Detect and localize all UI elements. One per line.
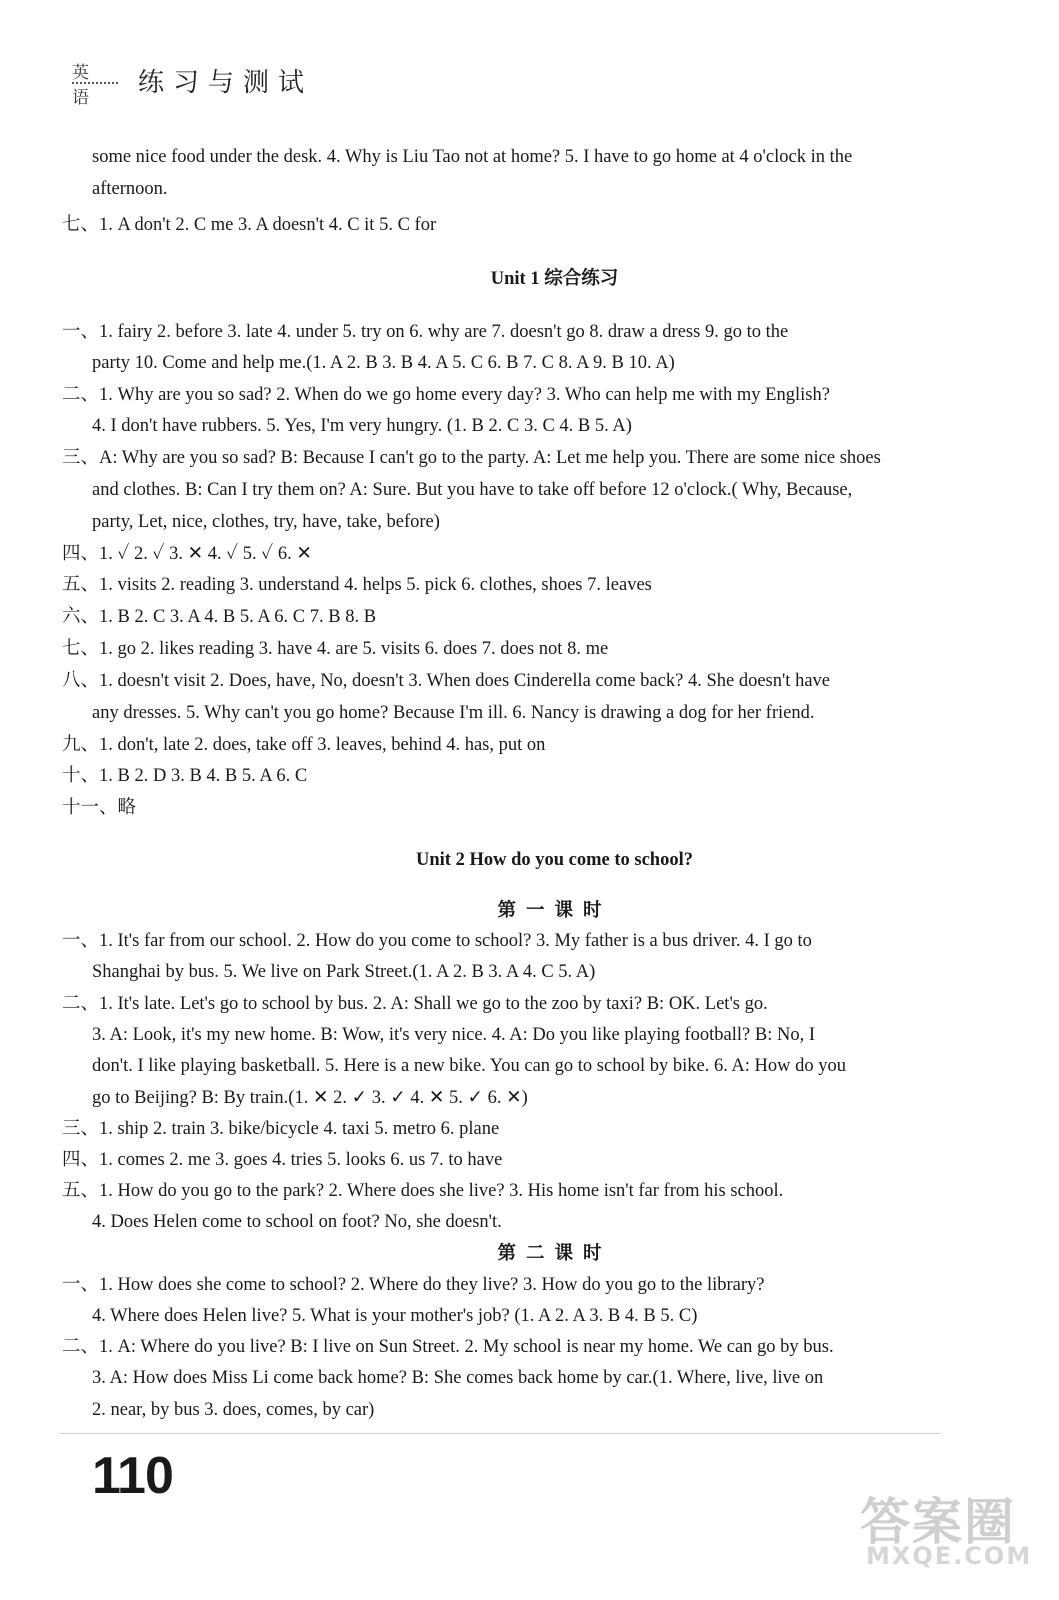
answer-line: 六、1. B 2. C 3. A 4. B 5. A 6. C 7. B 8. B [62, 607, 377, 627]
answer-line: 七、1. go 2. likes reading 3. have 4. are 5. visits 6. does 7. does not 8. me [62, 639, 609, 659]
watermark-domain: MXQE.COM [866, 1542, 1033, 1570]
page-number: 110 [92, 1447, 173, 1505]
lesson-heading: 第二课时 [497, 1244, 612, 1264]
answer-line: 九、1. don't, late 2. does, take off 3. leaves, behind 4. has, put on [62, 735, 546, 755]
answer-line: 一、1. fairy 2. before 3. late 4. under 5. try on 6. why are 7. doesn't go 8. draw a dress 9. go to the [62, 322, 789, 342]
answer-line: 十、1. B 2. D 3. B 4. B 5. A 6. C [62, 766, 308, 786]
answer-line: 3. A: Look, it's my new home. B: Wow, it's very nice. 4. A: Do you like playing football? B: No, I [92, 1025, 816, 1045]
answer-line: 一、1. How does she come to school? 2. Where do they live? 3. How do you go to the library? [62, 1275, 765, 1295]
answer-line: any dresses. 5. Why can't you go home? Because I'm ill. 6. Nancy is drawing a dog for her friend. [92, 703, 815, 723]
section-heading: Unit 2 How do you come to school? [416, 850, 693, 870]
watermark-logo [860, 1482, 1040, 1582]
lesson-heading: 第一课时 [497, 901, 612, 921]
section-heading: Unit 1 综合练习 [490, 269, 619, 289]
answer-line: 4. Does Helen come to school on foot? No, she doesn't. [92, 1212, 502, 1232]
watermark-text: 答案圈 [860, 1493, 1016, 1551]
answer-line: 三、1. ship 2. train 3. bike/bicycle 4. taxi 5. metro 6. plane [62, 1119, 500, 1139]
answer-line: 2. near, by bus 3. does, comes, by car) [92, 1400, 375, 1420]
subject-label: 英语 [72, 63, 90, 108]
book-title: 练习与测试 [138, 68, 314, 98]
answer-line: 五、1. How do you go to the park? 2. Where does she live? 3. His home isn't far from his school. [62, 1181, 784, 1201]
answer-line: some nice food under the desk. 4. Why is Liu Tao not at home? 5. I have to go home at 4 o'clock in the [92, 147, 853, 167]
answer-line: 三、A: Why are you so sad? B: Because I can't go to the party. A: Let me help you. There are some nice shoes [62, 448, 881, 468]
answer-line: 二、1. It's late. Let's go to school by bus. 2. A: Shall we go to the zoo by taxi? B: OK. Let's go. [62, 994, 768, 1014]
answer-line: 二、1. A: Where do you live? B: I live on Sun Street. 2. My school is near my home. We can go by bus. [62, 1337, 834, 1357]
answer-line: 3. A: How does Miss Li come back home? B: She comes back home by car.(1. Where, live, live on [92, 1368, 824, 1388]
answer-line: 一、1. It's far from our school. 2. How do you come to school? 3. My father is a bus driver. 4. I go to [62, 931, 812, 951]
answer-line: 二、1. Why are you so sad? 2. When do we go home every day? 3. Who can help me with my English? [62, 385, 830, 405]
answer-line: 七、1. A don't 2. C me 3. A doesn't 4. C it 5. C for [62, 215, 437, 235]
answer-line: party, Let, nice, clothes, try, have, take, before) [92, 512, 440, 532]
answer-line: 四、1. comes 2. me 3. goes 4. tries 5. looks 6. us 7. to have [62, 1150, 503, 1170]
answer-line: don't. I like playing basketball. 5. Here is a new bike. You can go to school by bike. 6. A: How do you [92, 1056, 847, 1076]
answer-line: Shanghai by bus. 5. We live on Park Street.(1. A 2. B 3. A 4. C 5. A) [92, 962, 596, 982]
answer-line: 十一、略 [62, 798, 137, 818]
answer-line: party 10. Come and help me.(1. A 2. B 3. B 4. A 5. C 6. B 7. C 8. A 9. B 10. A) [92, 353, 675, 373]
answer-line: 五、1. visits 2. reading 3. understand 4. helps 5. pick 6. clothes, shoes 7. leaves [62, 575, 652, 595]
answer-line: and clothes. B: Can I try them on? A: Sure. But you have to take off before 12 o'clock.( Why, Because, [92, 480, 853, 500]
subject-underline [72, 82, 118, 84]
answer-line: 4. Where does Helen live? 5. What is your mother's job? (1. A 2. A 3. B 4. B 5. C) [92, 1306, 698, 1326]
footer-divider [60, 1433, 940, 1434]
answer-line: go to Beijing? B: By train.(1. ✕ 2. ✓ 3. ✓ 4. ✕ 5. ✓ 6. ✕) [92, 1088, 528, 1108]
answer-line: 四、1. ✓ 2. ✓ 3. ✕ 4. ✓ 5. ✓ 6. ✕ [62, 544, 312, 564]
answer-line: 八、1. doesn't visit 2. Does, have, No, doesn't 3. When does Cinderella come back? 4. She doesn't have [62, 671, 830, 691]
answer-line: 4. I don't have rubbers. 5. Yes, I'm very hungry. (1. B 2. C 3. C 4. B 5. A) [92, 416, 632, 436]
answer-line: afternoon. [92, 179, 168, 199]
